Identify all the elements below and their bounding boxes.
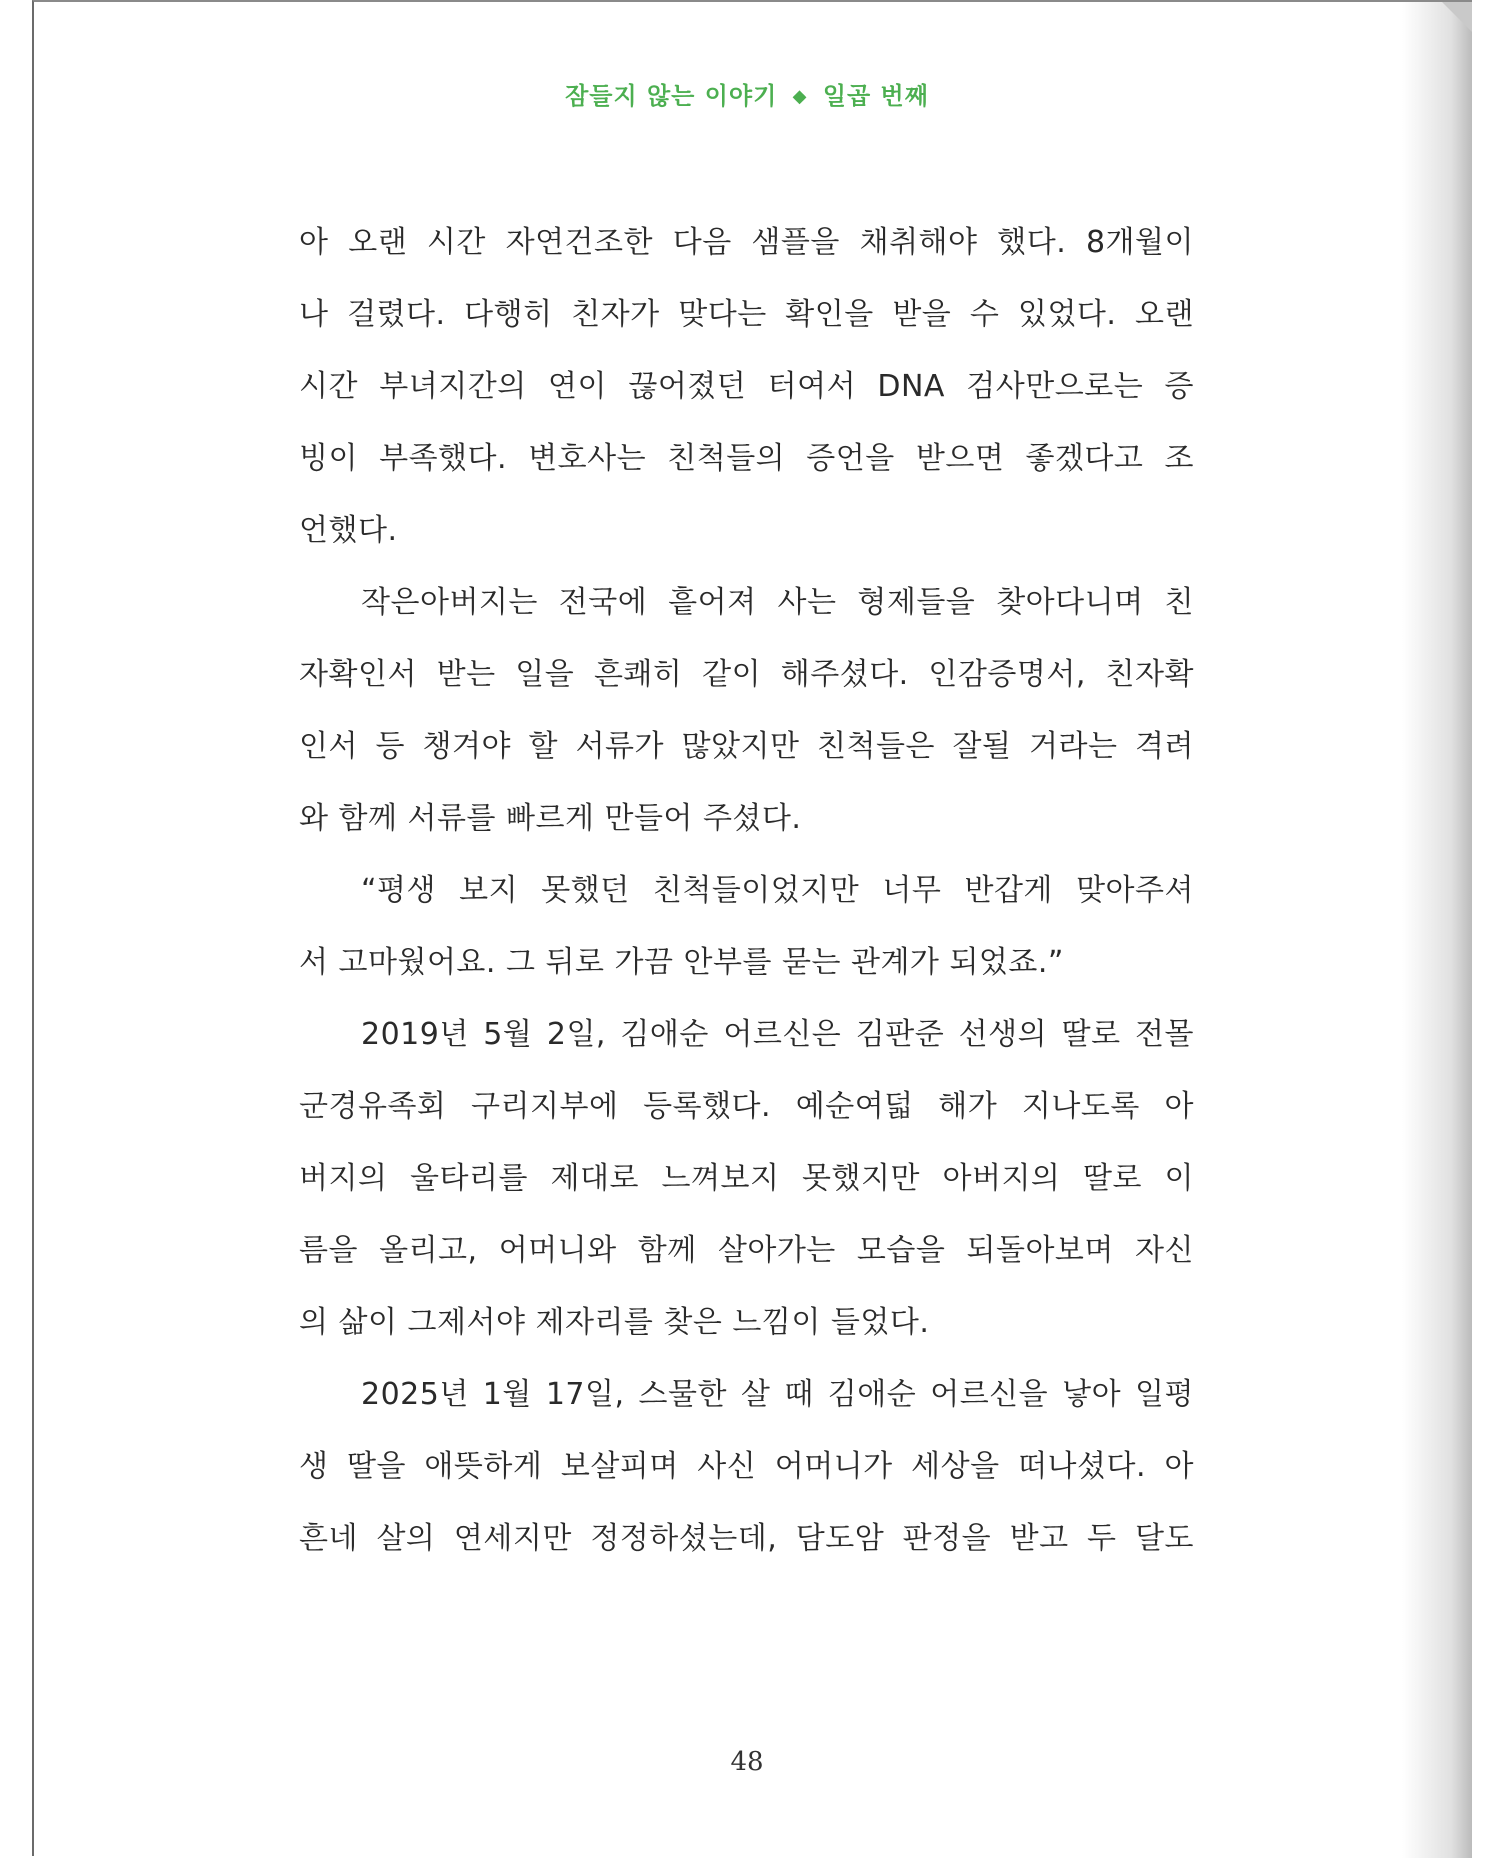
text-line: 빙이 부족했다. 변호사는 친척들의 증언을 받으면 좋겠다고 조: [299, 441, 1194, 476]
text-line: 흔네 살의 연세지만 정정하셨는데, 담도암 판정을 받고 두 달도: [299, 1521, 1194, 1556]
page-spine-shadow: [1402, 2, 1472, 1858]
page-number: 48: [730, 1747, 764, 1777]
text-line: 2019년 5월 2일, 김애순 어르신은 김판준 선생의 딸로 전몰: [361, 1017, 1194, 1052]
book-page: [32, 0, 1472, 1856]
text-line: 자확인서 받는 일을 흔쾌히 같이 해주셨다. 인감증명서, 친자확: [299, 657, 1194, 692]
text-line: 군경유족회 구리지부에 등록했다. 예순여덟 해가 지나도록 아: [299, 1089, 1194, 1124]
text-line: 인서 등 챙겨야 할 서류가 많았지만 친척들은 잘될 거라는 격려: [299, 729, 1194, 764]
text-line: 시간 부녀지간의 연이 끊어졌던 터여서 DNA 검사만으로는 증: [299, 369, 1194, 404]
text-line: 버지의 울타리를 제대로 느껴보지 못했지만 아버지의 딸로 이: [299, 1161, 1194, 1196]
paragraph: [299, 567, 1194, 855]
paragraph: [299, 855, 1194, 999]
text-line: 언했다.: [299, 513, 398, 548]
text-line: 서 고마웠어요. 그 뒤로 가끔 안부를 묻는 관계가 되었죠.”: [299, 945, 1064, 980]
text-line: 의 삶이 그제서야 제자리를 찾은 느낌이 들었다.: [299, 1305, 930, 1340]
text-line: 와 함께 서류를 빠르게 만들어 주셨다.: [299, 801, 802, 836]
running-header: [34, 76, 1460, 111]
text-line: 름을 올리고, 어머니와 함께 살아가는 모습을 되돌아보며 자신: [299, 1233, 1194, 1268]
paragraph: [299, 207, 1194, 567]
text-line: “평생 보지 못했던 친척들이었지만 너무 반갑게 맞아주셔: [361, 873, 1194, 908]
paragraph: [299, 999, 1194, 1359]
text-line: 작은아버지는 전국에 흩어져 사는 형제들을 찾아다니며 친: [361, 585, 1194, 620]
paragraph: [299, 1359, 1194, 1575]
body-text: [299, 207, 1194, 1575]
text-line: 나 걸렸다. 다행히 친자가 맞다는 확인을 받을 수 있었다. 오랜: [299, 297, 1194, 332]
text-line: 아 오랜 시간 자연건조한 다음 샘플을 채취해야 했다. 8개월이: [299, 225, 1194, 260]
page-corner-fold: [1442, 2, 1472, 32]
diamond-separator-icon: ◆: [792, 86, 808, 107]
text-line: 2025년 1월 17일, 스물한 살 때 김애순 어르신을 낳아 일평: [361, 1377, 1194, 1412]
chapter-subtitle: 일곱 번째: [822, 82, 929, 110]
text-line: 생 딸을 애뜻하게 보살피며 사신 어머니가 세상을 떠나셨다. 아: [299, 1449, 1194, 1484]
book-title: 잠들지 않는 이야기: [565, 82, 778, 110]
